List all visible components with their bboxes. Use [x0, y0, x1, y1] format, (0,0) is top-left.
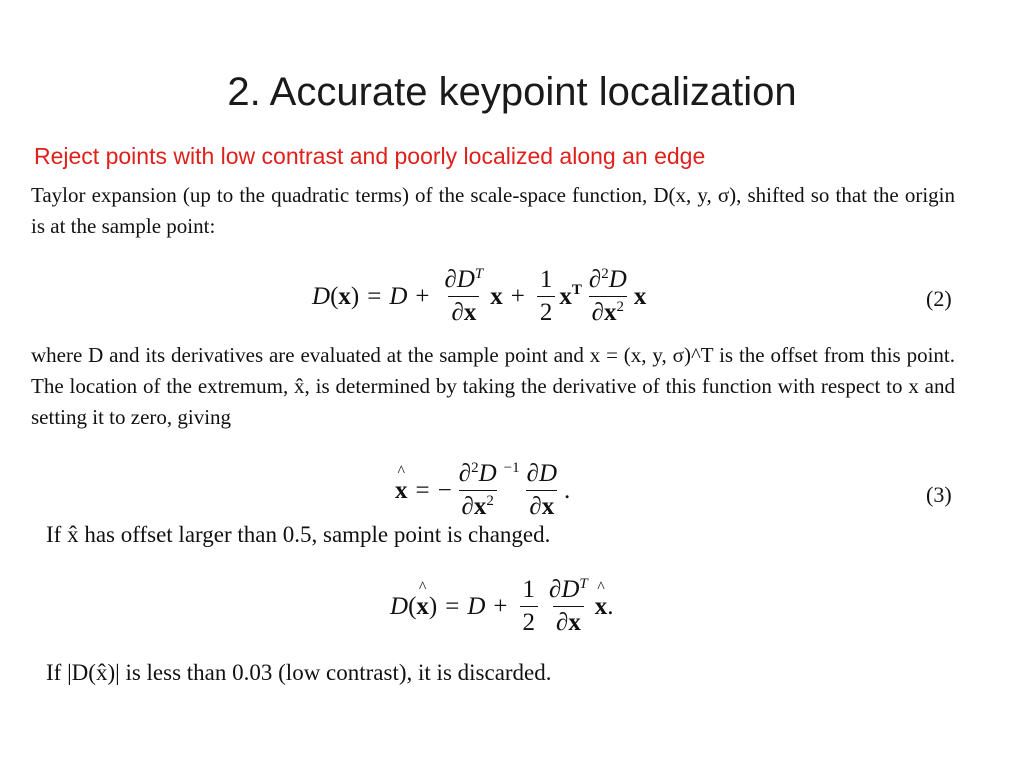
- paragraph-taylor-expansion: Taylor expansion (up to the quadratic terms) of the scale-space function, D(x, y, σ), shifted so that the origin is at the sample point:: [31, 183, 955, 238]
- equation-number-3: (3): [926, 482, 952, 507]
- equation-number-2: (2): [926, 286, 952, 311]
- statement-contrast: If |D(x̂)| is less than 0.03 (low contrast), it is discarded.: [46, 660, 552, 685]
- equation-extremum: x ^ = − $\frac{\partial^2D}{\partial x^2}$ $^{-1}$ $\frac{\partial D}{\partial x}$ .: [395, 460, 570, 521]
- equation-taylor: D ( x ) = D + $\frac{\partial D^T}{\partial x}$ x + $\frac{1}{2}$ x $^T$ $\frac{\partial^2D}{\partial x^2}$ x: [312, 266, 647, 326]
- slide-subtitle: Reject points with low contrast and poorly localized along an edge: [34, 143, 706, 169]
- slide-title: 2. Accurate keypoint localization: [227, 70, 797, 114]
- equation-contrast: D ( x ^ ) = D + $\frac{1}{2}$ $\frac{\partial D^T}{\partial x}$ x ^ .: [390, 576, 614, 637]
- statement-offset: If x̂ has offset larger than 0.5, sample point is changed.: [46, 522, 551, 547]
- paragraph-extremum: where D and its derivatives are evaluated at the sample point and x = (x, y, σ)^T is the offset from this point. The location of the extremum, x̂, is determined by taking the derivative of this function with respect to x and setting it to zero, giving: [31, 343, 955, 429]
